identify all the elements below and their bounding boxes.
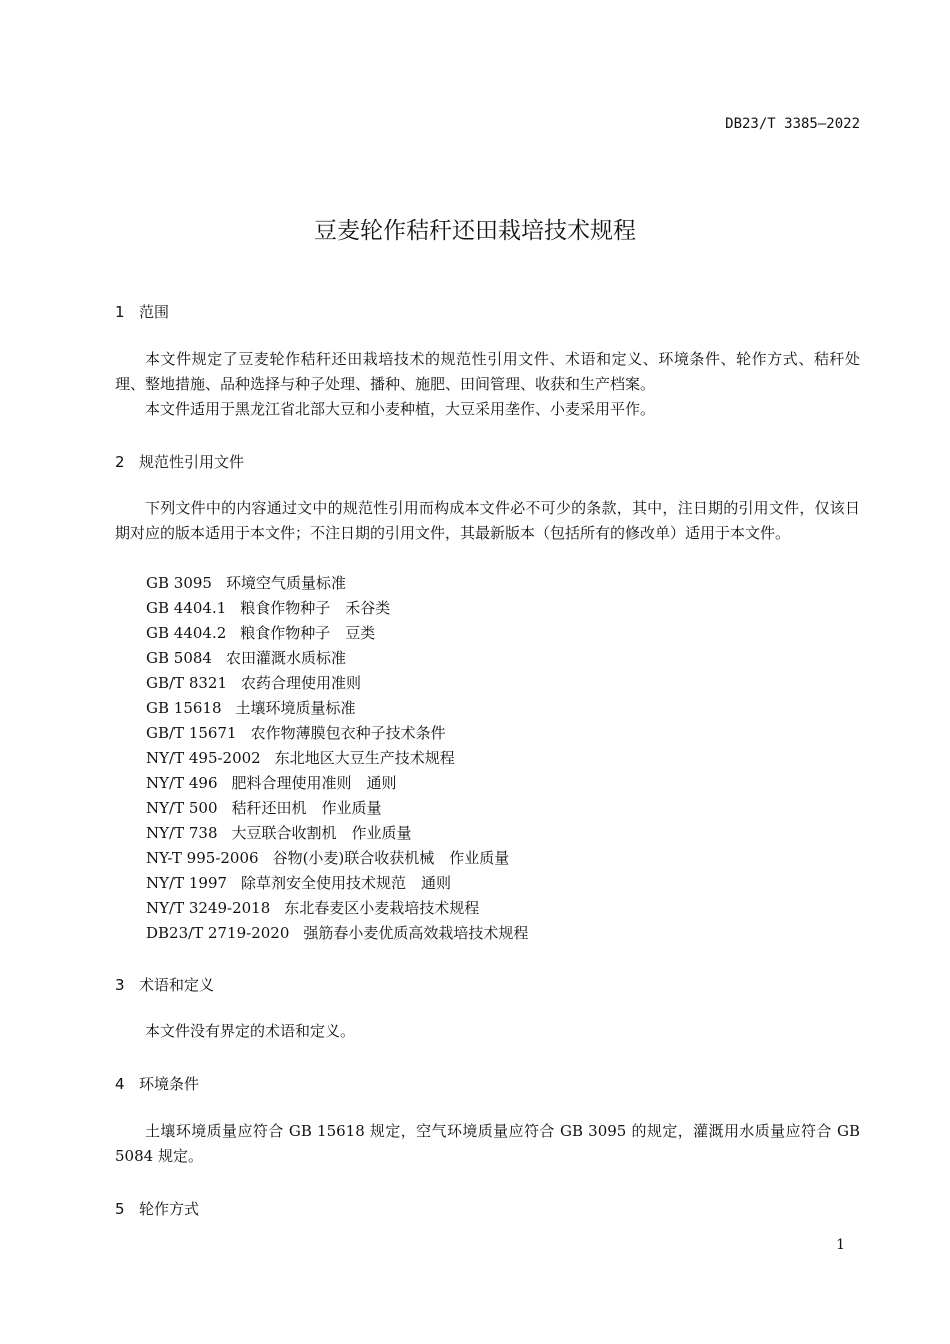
reference-item (146, 621, 528, 646)
section-title: 规范性引用文件 (139, 453, 245, 471)
paragraph: 本文件适用于黑龙江省北部大豆和小麦种植，大豆采用垄作、小麦采用平作。 (145, 400, 656, 418)
section-number: 2 (115, 453, 125, 471)
reference-code: GB 5084 (146, 649, 212, 667)
reference-name: 农田灌溉水质标准 (225, 649, 346, 667)
reference-item (146, 771, 528, 796)
reference-name: 农药合理使用准则 (241, 674, 362, 692)
section-title: 环境条件 (139, 1075, 200, 1093)
reference-code: GB 15618 (146, 699, 222, 717)
section-number: 1 (115, 303, 125, 321)
reference-item (146, 746, 528, 771)
reference-code: GB 4404.2 (146, 624, 227, 642)
section-number: 4 (115, 1075, 125, 1093)
reference-item (146, 871, 528, 896)
reference-code: NY-T 995-2006 (146, 849, 259, 867)
paragraph: 本文件没有界定的术语和定义。 (145, 1022, 356, 1040)
reference-code: DB23/T 2719-2020 (146, 924, 290, 942)
reference-item (146, 696, 528, 721)
reference-item (146, 821, 528, 846)
reference-code: GB 3095 (146, 574, 212, 592)
reference-name: 大豆联合收割机 作业质量 (231, 824, 412, 842)
section-heading-terms-and-definitions (115, 974, 214, 995)
paragraph: 土壤环境质量应符合 GB 15618 规定，空气环境质量应符合 GB 3095 的规定，灌溉用水质量应符合 GB 5084 规定。 (115, 1122, 860, 1165)
reference-name: 粮食作物种子 禾谷类 (240, 599, 391, 617)
reference-code: NY/T 495-2002 (146, 749, 261, 767)
reference-code: GB/T 8321 (146, 674, 228, 692)
reference-code: NY/T 738 (146, 824, 218, 842)
section-title: 范围 (139, 303, 170, 321)
reference-name: 东北春麦区小麦栽培技术规程 (284, 899, 480, 917)
reference-code: GB/T 15671 (146, 724, 237, 742)
reference-name: 东北地区大豆生产技术规程 (274, 749, 455, 767)
reference-item (146, 646, 528, 671)
reference-item (146, 596, 528, 621)
page-number: 1 (836, 1237, 845, 1253)
reference-name: 土壤环境质量标准 (235, 699, 356, 717)
reference-name: 肥料合理使用准则 通则 (231, 774, 397, 792)
section-heading-normative-references (115, 451, 244, 472)
reference-code: GB 4404.1 (146, 599, 227, 617)
reference-item (146, 721, 528, 746)
reference-name: 除草剂安全使用技术规范 通则 (241, 874, 452, 892)
section-heading-rotation-mode (115, 1198, 199, 1219)
reference-name: 强筋春小麦优质高效栽培技术规程 (303, 924, 529, 942)
reference-code: NY/T 1997 (146, 874, 228, 892)
section-number: 5 (115, 1200, 125, 1218)
reference-item (146, 896, 528, 921)
document-code: DB23/T 3385—2022 (725, 116, 860, 132)
section-heading-environmental-conditions (115, 1073, 199, 1094)
reference-item (146, 796, 528, 821)
reference-item (146, 571, 528, 596)
reference-name: 粮食作物种子 豆类 (240, 624, 376, 642)
reference-code: NY/T 500 (146, 799, 218, 817)
reference-code: NY/T 3249-2018 (146, 899, 271, 917)
section-title: 术语和定义 (139, 976, 215, 994)
reference-name: 农作物薄膜包衣种子技术条件 (250, 724, 446, 742)
reference-item (146, 921, 528, 946)
document-title: 豆麦轮作秸秆还田栽培技术规程 (314, 218, 636, 244)
reference-code: NY/T 496 (146, 774, 218, 792)
reference-name: 环境空气质量标准 (225, 574, 346, 592)
reference-name: 秸秆还田机 作业质量 (231, 799, 382, 817)
section-title: 轮作方式 (139, 1200, 200, 1218)
reference-name: 谷物(小麦)联合收获机械 作业质量 (272, 849, 510, 867)
section-heading-scope (115, 301, 169, 322)
reference-item (146, 846, 528, 871)
reference-list (146, 571, 528, 946)
paragraph: 下列文件中的内容通过文中的规范性引用而构成本文件必不可少的条款，其中，注日期的引用文件，仅该日期对应的版本适用于本文件；不注日期的引用文件，其最新版本（包括所有的修改单）适用于本文件。 (115, 499, 860, 542)
paragraph: 本文件规定了豆麦轮作秸秆还田栽培技术的规范性引用文件、术语和定义、环境条件、轮作方式、秸秆处理、整地措施、品种选择与种子处理、播种、施肥、田间管理、收获和生产档案。 (115, 350, 860, 393)
section-number: 3 (115, 976, 125, 994)
reference-item (146, 671, 528, 696)
